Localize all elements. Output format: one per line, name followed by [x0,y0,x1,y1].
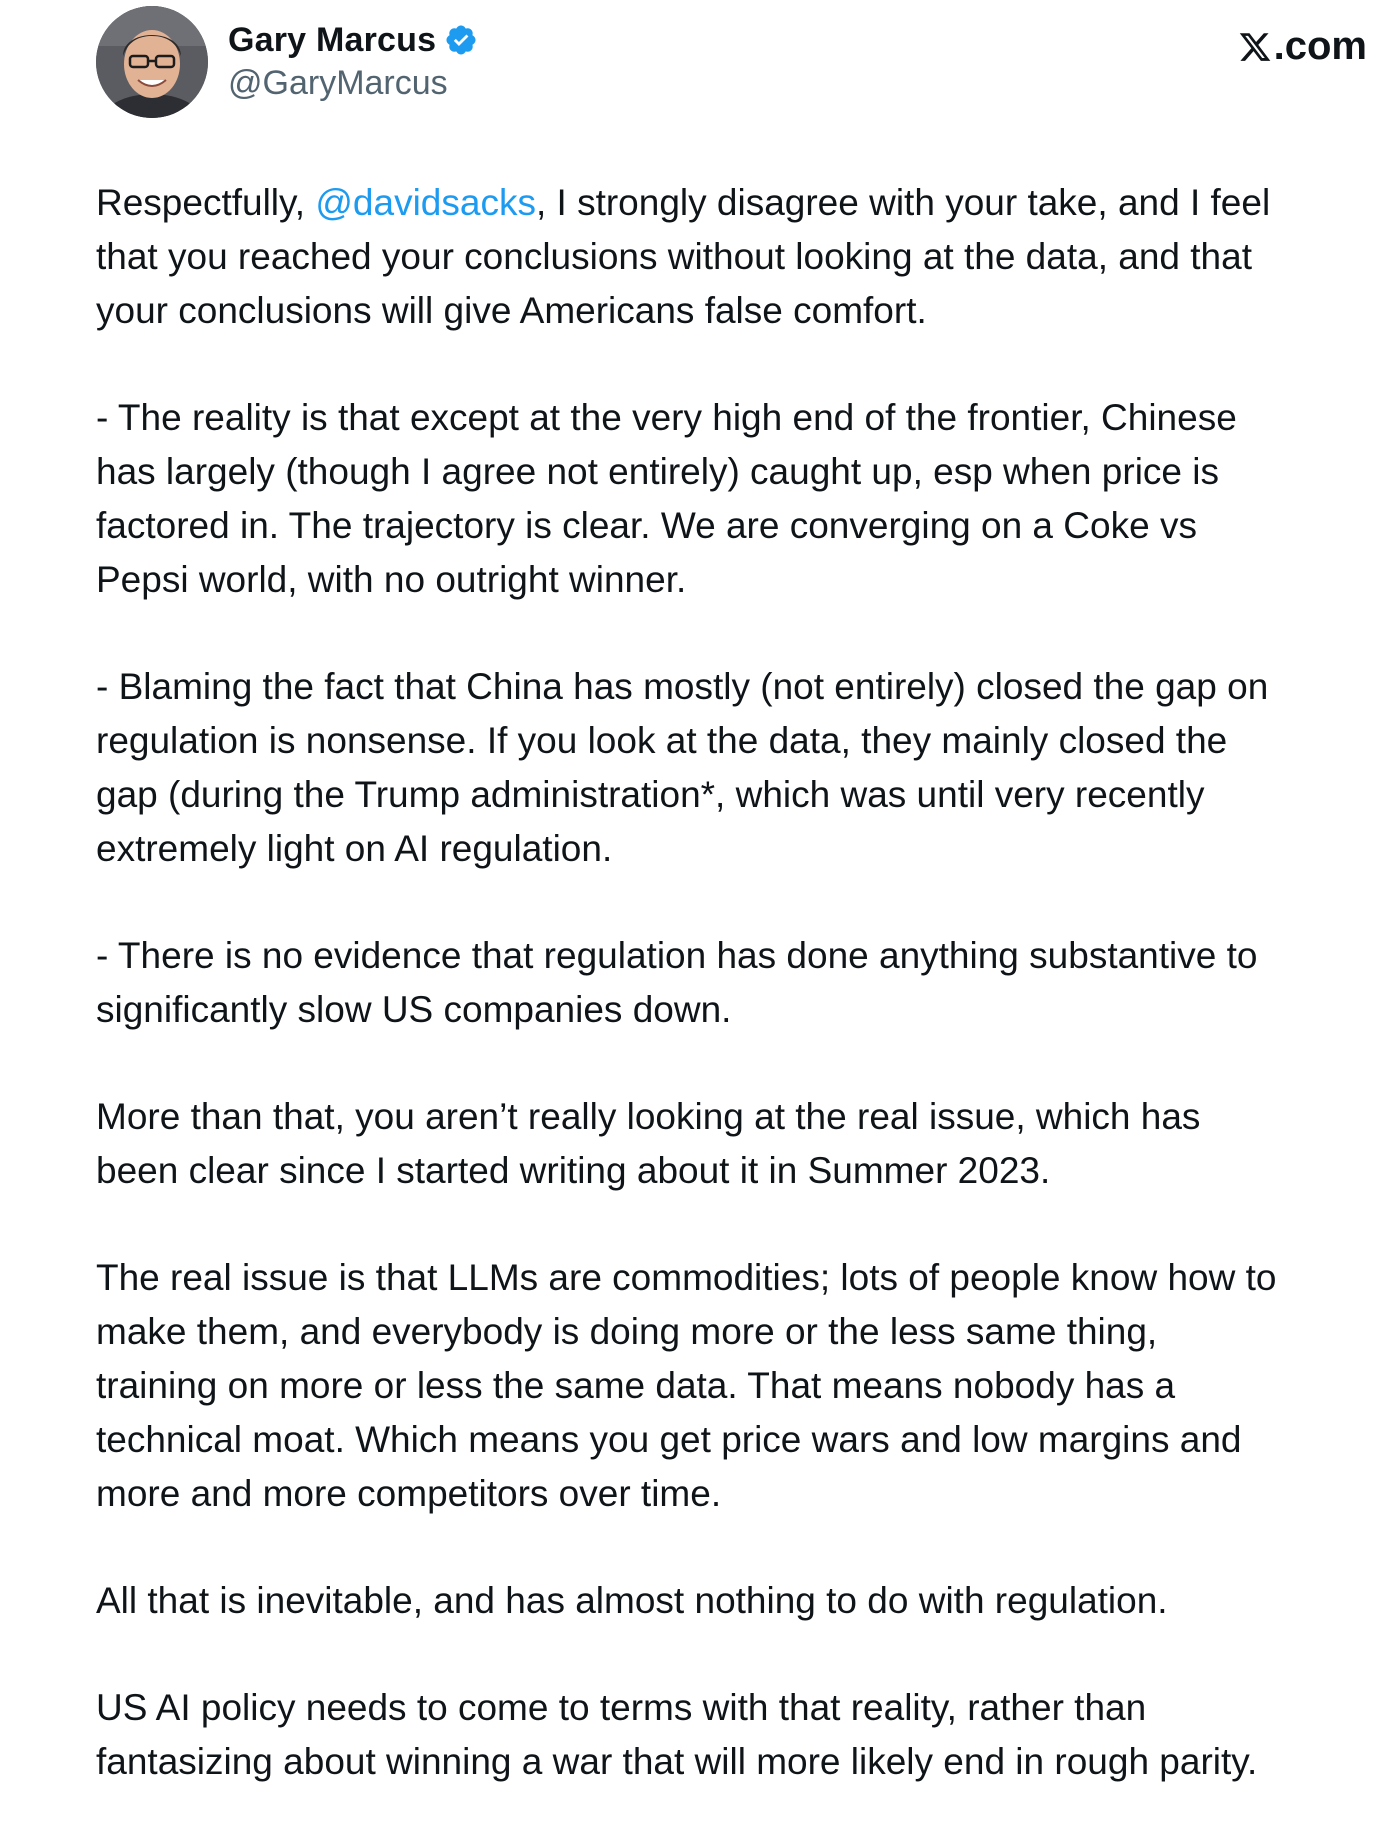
tweet-header [0,0,1394,130]
tweet-line: factored in. The trajectory is clear. We are converging on a Coke vs [96,505,1197,546]
author-display-name[interactable]: Gary Marcus [228,20,437,59]
tweet-paragraph-2 [96,391,1386,607]
tweet-line: The real issue is that LLMs are commodities; lots of people know how to [96,1257,1277,1298]
tweet-paragraph-4 [96,929,1386,1037]
tweet-paragraph-1 [96,176,1386,338]
tweet-line: More than that, you aren’t really looking at the real issue, which has [96,1096,1201,1137]
mention-link[interactable]: @davidsacks [315,182,536,223]
tweet-line: - Blaming the fact that China has mostly (not entirely) closed the gap on [96,666,1269,707]
tweet-line: has largely (though I agree not entirely) caught up, esp when price is [96,451,1219,492]
profile-photo [96,6,208,118]
tweet-line: All that is inevitable, and has almost nothing to do with regulation. [96,1580,1168,1621]
tweet-line: technical moat. Which means you get price wars and low margins and [96,1419,1242,1460]
tweet-line: your conclusions will give Americans false comfort. [96,290,927,331]
avatar[interactable] [96,6,208,118]
tweet-paragraph-7 [96,1574,1386,1628]
author-handle[interactable]: @GaryMarcus [228,64,448,102]
tweet-paragraph-6 [96,1251,1386,1521]
tweet-line: that you reached your conclusions without looking at the data, and that [96,236,1252,277]
tweet-line [96,176,1386,230]
tweet-paragraph-5 [96,1090,1386,1198]
tweet-line: gap (during the Trump administration*, which was until very recently [96,774,1205,815]
tweet-line: more and more competitors over time. [96,1473,722,1514]
tweet-line: fantasizing about winning a war that will more likely end in rough parity. [96,1741,1258,1782]
x-logo-icon [1238,30,1272,64]
tweet-paragraph-8 [96,1681,1386,1789]
tweet-line: US AI policy needs to come to terms with that reality, rather than [96,1687,1147,1728]
tweet-line: make them, and everybody is doing more or the less same thing, [96,1311,1158,1352]
tweet-paragraph-3 [96,660,1386,876]
tweet-line: Pepsi world, with no outright winner. [96,559,687,600]
tweet-line: - There is no evidence that regulation has done anything substantive to [96,935,1258,976]
tweet-line: extremely light on AI regulation. [96,828,613,869]
verified-badge-icon [444,23,478,57]
tweet-line-text: Respectfully, [96,182,316,223]
x-com-watermark [1238,24,1367,69]
tweet-line: regulation is nonsense. If you look at the data, they mainly closed the [96,720,1228,761]
brand-suffix: .com [1273,24,1367,68]
tweet-line-text: , I strongly disagree with your take, and I feel [535,182,1271,223]
author-name-row[interactable] [228,18,478,62]
tweet-line: - The reality is that except at the very high end of the frontier, Chinese [96,397,1237,438]
tweet-line: training on more or less the same data. That means nobody has a [96,1365,1176,1406]
tweet-line: been clear since I started writing about it in Summer 2023. [96,1150,1051,1191]
tweet-text [96,176,1386,1842]
tweet-line: significantly slow US companies down. [96,989,732,1030]
